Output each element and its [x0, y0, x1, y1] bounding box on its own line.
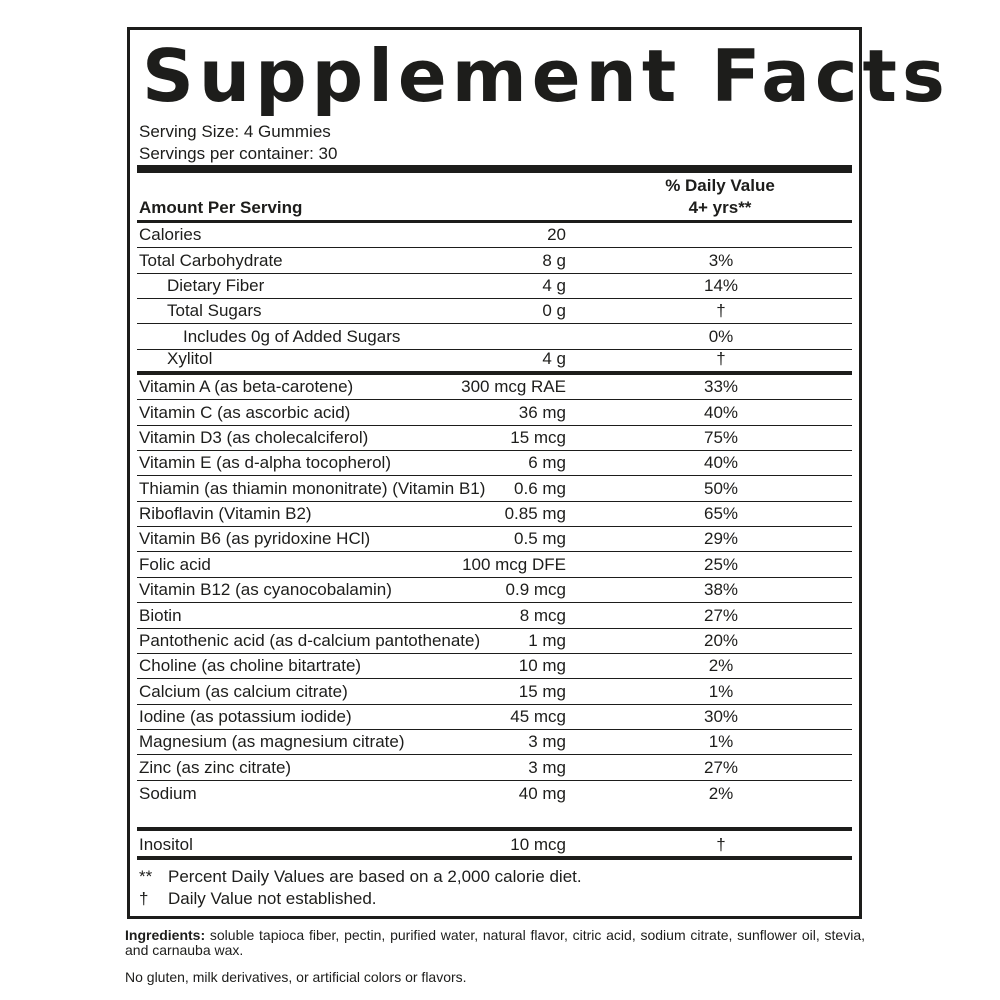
nutrient-daily-value: 2% — [708, 783, 734, 803]
nutrient-daily-value: 40% — [703, 453, 739, 473]
thick-divider — [137, 165, 852, 173]
nutrient-name: Biotin — [139, 605, 182, 625]
daily-value-header-line2: 4+ yrs** — [688, 198, 752, 217]
nutrient-name: Pantothenic acid (as d-calcium pantothenate) — [139, 630, 481, 650]
footnote-symbol: ** — [139, 867, 153, 886]
nutrient-name: Vitamin E (as d-alpha tocopherol) — [139, 453, 391, 473]
nutrient-amount: 45 mcg — [510, 706, 566, 726]
nutrient-daily-value: 29% — [703, 529, 739, 549]
nutrient-amount: 36 mg — [518, 402, 566, 422]
nutrient-row — [137, 603, 852, 628]
nutrient-name: Calcium (as calcium citrate) — [139, 681, 348, 701]
nutrient-daily-value: 50% — [703, 478, 739, 498]
nutrient-row — [137, 400, 852, 425]
nutrient-row — [137, 248, 852, 273]
footnote-symbol: † — [139, 889, 149, 908]
nutrient-amount: 4 g — [542, 276, 566, 296]
nutrient-row — [137, 502, 852, 527]
ingredients-label: Ingredients: — [125, 927, 206, 943]
nutrient-row — [137, 552, 852, 577]
nutrient-amount: 8 g — [542, 250, 566, 270]
nutrient-daily-value: 65% — [703, 504, 739, 524]
serving-size: Serving Size: 4 Gummies — [139, 122, 331, 141]
amount-per-serving-header: Amount Per Serving — [139, 198, 303, 217]
daily-value-header — [650, 175, 790, 219]
nutrient-amount: 300 mcg RAE — [461, 377, 566, 397]
nutrient-row — [137, 476, 852, 501]
nutrient-daily-value: 1% — [708, 681, 734, 701]
nutrient-name: Thiamin (as thiamin mononitrate) (Vitamin B1) — [139, 478, 486, 498]
nutrient-row — [137, 375, 852, 400]
nutrient-amount: 20 — [547, 225, 566, 245]
nutrient-row — [137, 578, 852, 603]
nutrient-amount: 10 mg — [518, 656, 566, 676]
nutrient-row — [137, 527, 852, 552]
nutrient-amount: 1 mg — [528, 630, 566, 650]
nutrient-name: Total Sugars — [167, 301, 262, 321]
nutrient-amount: 40 mg — [518, 783, 566, 803]
nutrient-name: Calories — [139, 225, 202, 245]
nutrient-row — [137, 679, 852, 704]
footnote-text: Percent Daily Values are based on a 2,000 calorie diet. — [168, 867, 582, 886]
nutrient-name: Dietary Fiber — [167, 276, 265, 296]
nutrient-row — [137, 755, 852, 780]
nutrient-name: Folic acid — [139, 554, 211, 574]
nutrient-name: Sodium — [139, 783, 197, 803]
nutrient-daily-value: 1% — [708, 732, 734, 752]
free-from-statement: No gluten, milk derivatives, or artificial colors or flavors. — [125, 969, 467, 985]
nutrient-row — [137, 730, 852, 755]
nutrient-name: Vitamin C (as ascorbic acid) — [139, 402, 351, 422]
ingredients-text: soluble tapioca fiber, pectin, purified water, natural flavor, citric acid, sodium citrate, sunflower oil, stevia, and carnauba wax. — [125, 927, 865, 958]
nutrient-name: Inositol — [139, 835, 193, 854]
nutrient-daily-value: 40% — [703, 402, 739, 422]
nutrient-daily-value: 27% — [703, 605, 739, 625]
nutrient-daily-value: 75% — [703, 428, 739, 448]
nutrient-daily-value: † — [716, 835, 726, 854]
nutrient-row — [137, 451, 852, 476]
nutrient-daily-value: 33% — [703, 377, 739, 397]
nutrient-daily-value: 30% — [703, 706, 739, 726]
nutrient-name: Zinc (as zinc citrate) — [139, 757, 292, 777]
nutrient-row — [137, 629, 852, 654]
nutrient-row — [137, 781, 852, 806]
nutrient-row — [137, 324, 852, 349]
nutrient-amount: 3 mg — [528, 732, 566, 752]
nutrient-name: Iodine (as potassium iodide) — [139, 706, 352, 726]
nutrient-name: Includes 0g of Added Sugars — [183, 326, 401, 346]
supplement-facts-panel — [127, 27, 950, 919]
nutrient-amount: 0.9 mcg — [505, 580, 566, 600]
nutrient-amount: 0.85 mg — [504, 504, 566, 524]
nutrient-daily-value: 38% — [703, 580, 739, 600]
nutrient-amount: 4 g — [542, 349, 566, 369]
nutrient-amount: 15 mg — [518, 681, 566, 701]
nutrient-name: Xylitol — [167, 349, 213, 369]
nutrient-daily-value: 0% — [708, 326, 734, 346]
nutrient-table — [137, 223, 852, 806]
nutrient-daily-value: 27% — [703, 757, 739, 777]
ingredients-statement — [125, 928, 865, 958]
thick-divider — [137, 856, 852, 860]
nutrient-daily-value: 14% — [703, 276, 739, 296]
nutrient-amount: 0.5 mg — [514, 529, 566, 549]
nutrient-name: Vitamin B12 (as cyanocobalamin) — [139, 580, 392, 600]
nutrient-name: Magnesium (as magnesium citrate) — [139, 732, 405, 752]
nutrient-daily-value: † — [716, 349, 726, 369]
nutrient-name: Riboflavin (Vitamin B2) — [139, 504, 312, 524]
nutrient-daily-value: 25% — [703, 554, 739, 574]
nutrient-row — [137, 426, 852, 451]
nutrient-amount: 8 mcg — [519, 605, 566, 625]
nutrient-row — [137, 654, 852, 679]
nutrient-row — [137, 350, 852, 375]
nutrient-name: Vitamin B6 (as pyridoxine HCl) — [139, 529, 371, 549]
nutrient-daily-value: 20% — [703, 630, 739, 650]
nutrient-daily-value: † — [716, 301, 726, 321]
nutrient-amount: 3 mg — [528, 757, 566, 777]
nutrient-row — [137, 223, 852, 248]
nutrient-daily-value: 3% — [708, 250, 734, 270]
nutrient-amount: 15 mcg — [510, 428, 566, 448]
nutrient-row-inositol — [137, 831, 852, 857]
panel-title: Supplement Facts — [142, 34, 950, 118]
nutrient-name: Choline (as choline bitartrate) — [139, 656, 362, 676]
footnote-not-established — [139, 889, 377, 909]
footnote-daily-values — [139, 867, 582, 887]
nutrient-row — [137, 705, 852, 730]
nutrient-row — [137, 299, 852, 324]
nutrient-amount: 6 mg — [528, 453, 566, 473]
nutrient-amount: 0.6 mg — [514, 478, 566, 498]
servings-per-container: Servings per container: 30 — [139, 144, 338, 163]
footnote-text: Daily Value not established. — [168, 889, 377, 908]
nutrient-amount: 10 mcg — [510, 835, 566, 854]
nutrient-name: Vitamin A (as beta-carotene) — [139, 377, 354, 397]
daily-value-header-line1: % Daily Value — [665, 176, 775, 195]
nutrient-row — [137, 274, 852, 299]
nutrient-name: Vitamin D3 (as cholecalciferol) — [139, 428, 369, 448]
nutrient-name: Total Carbohydrate — [139, 250, 283, 270]
nutrient-daily-value: 2% — [708, 656, 734, 676]
nutrient-amount: 100 mcg DFE — [462, 554, 566, 574]
nutrient-amount: 0 g — [542, 301, 566, 321]
